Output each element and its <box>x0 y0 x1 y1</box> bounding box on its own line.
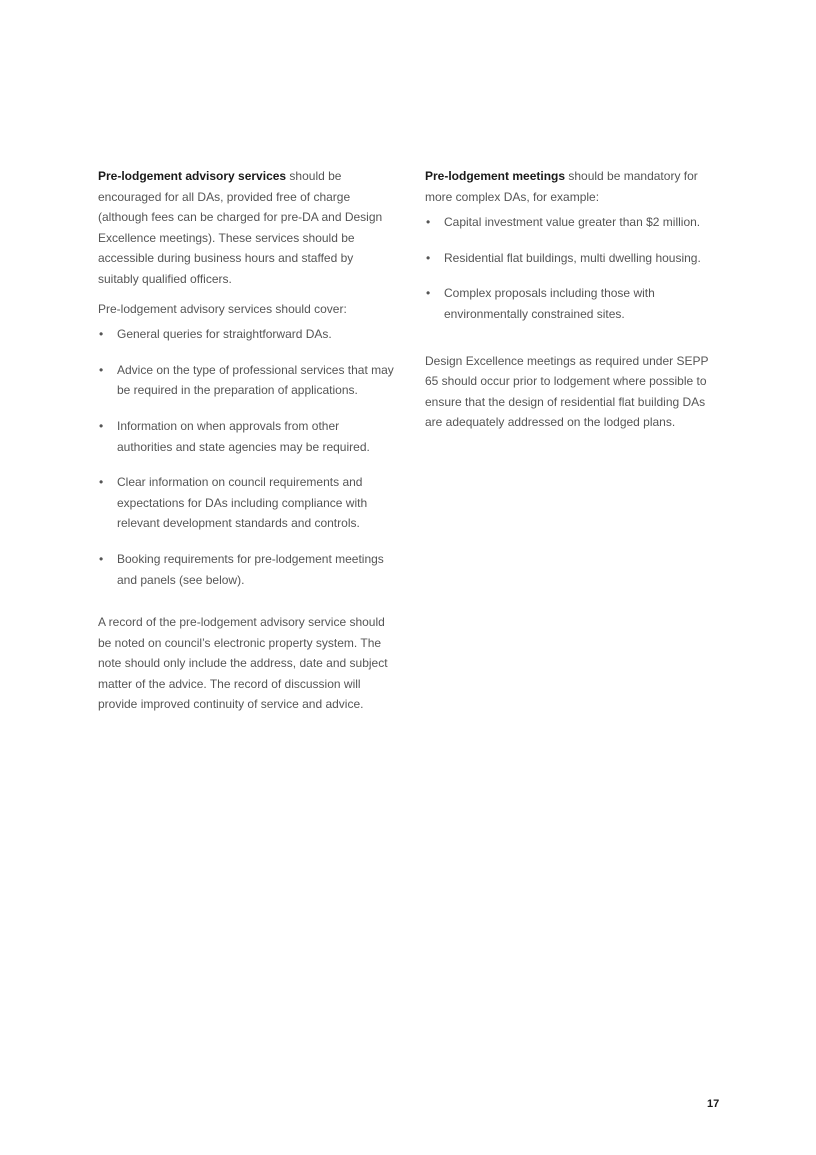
advisory-services-heading: Pre-lodgement advisory services <box>98 169 287 183</box>
meetings-intro <box>425 166 721 207</box>
meetings-text: should be mandatory for more complex DAs, for example: <box>425 169 698 204</box>
list-item: • Residential flat buildings, multi dwelling housing. <box>425 248 721 269</box>
page-number: 17 <box>707 1098 720 1110</box>
advisory-services-intro <box>98 166 394 290</box>
list-item: • Capital investment value greater than $2 million. <box>425 212 721 233</box>
meetings-examples-list <box>425 212 721 324</box>
right-column <box>425 166 721 433</box>
list-item: • General queries for straightforward DAs. <box>98 324 394 345</box>
advisory-services-text: should be encouraged for all DAs, provided free of charge (although fees can be charged for pre-DA and Design Excellence meetings). These services should be accessible during business hours and staffed by suitably qualified officers. <box>98 169 383 286</box>
list-item: • Clear information on council requirements and expectations for DAs including compliance with relevant development standards and controls. <box>98 472 394 534</box>
list-item: • Information on when approvals from other authorities and state agencies may be required. <box>98 416 394 457</box>
advisory-cover-heading: Pre-lodgement advisory services should cover: <box>98 301 347 316</box>
advisory-cover-list <box>98 324 394 590</box>
meetings-heading: Pre-lodgement meetings <box>425 169 566 183</box>
list-item: • Booking requirements for pre-lodgement meetings and panels (see below). <box>98 549 394 590</box>
left-column <box>98 166 394 715</box>
list-item: • Advice on the type of professional services that may be required in the preparation of applications. <box>98 360 394 401</box>
list-item: • Complex proposals including those with environmentally constrained sites. <box>425 283 721 324</box>
design-excellence-paragraph: Design Excellence meetings as required under SEPP 65 should occur prior to lodgement where possible to ensure that the design of residential flat building DAs are adequately addressed on the lodged plans. <box>425 353 709 430</box>
record-paragraph: A record of the pre-lodgement advisory service should be noted on council’s electronic property system. The note should only include the address, date and subject matter of the advice. The record of discussion will provide improved continuity of service and advice. <box>98 615 388 712</box>
